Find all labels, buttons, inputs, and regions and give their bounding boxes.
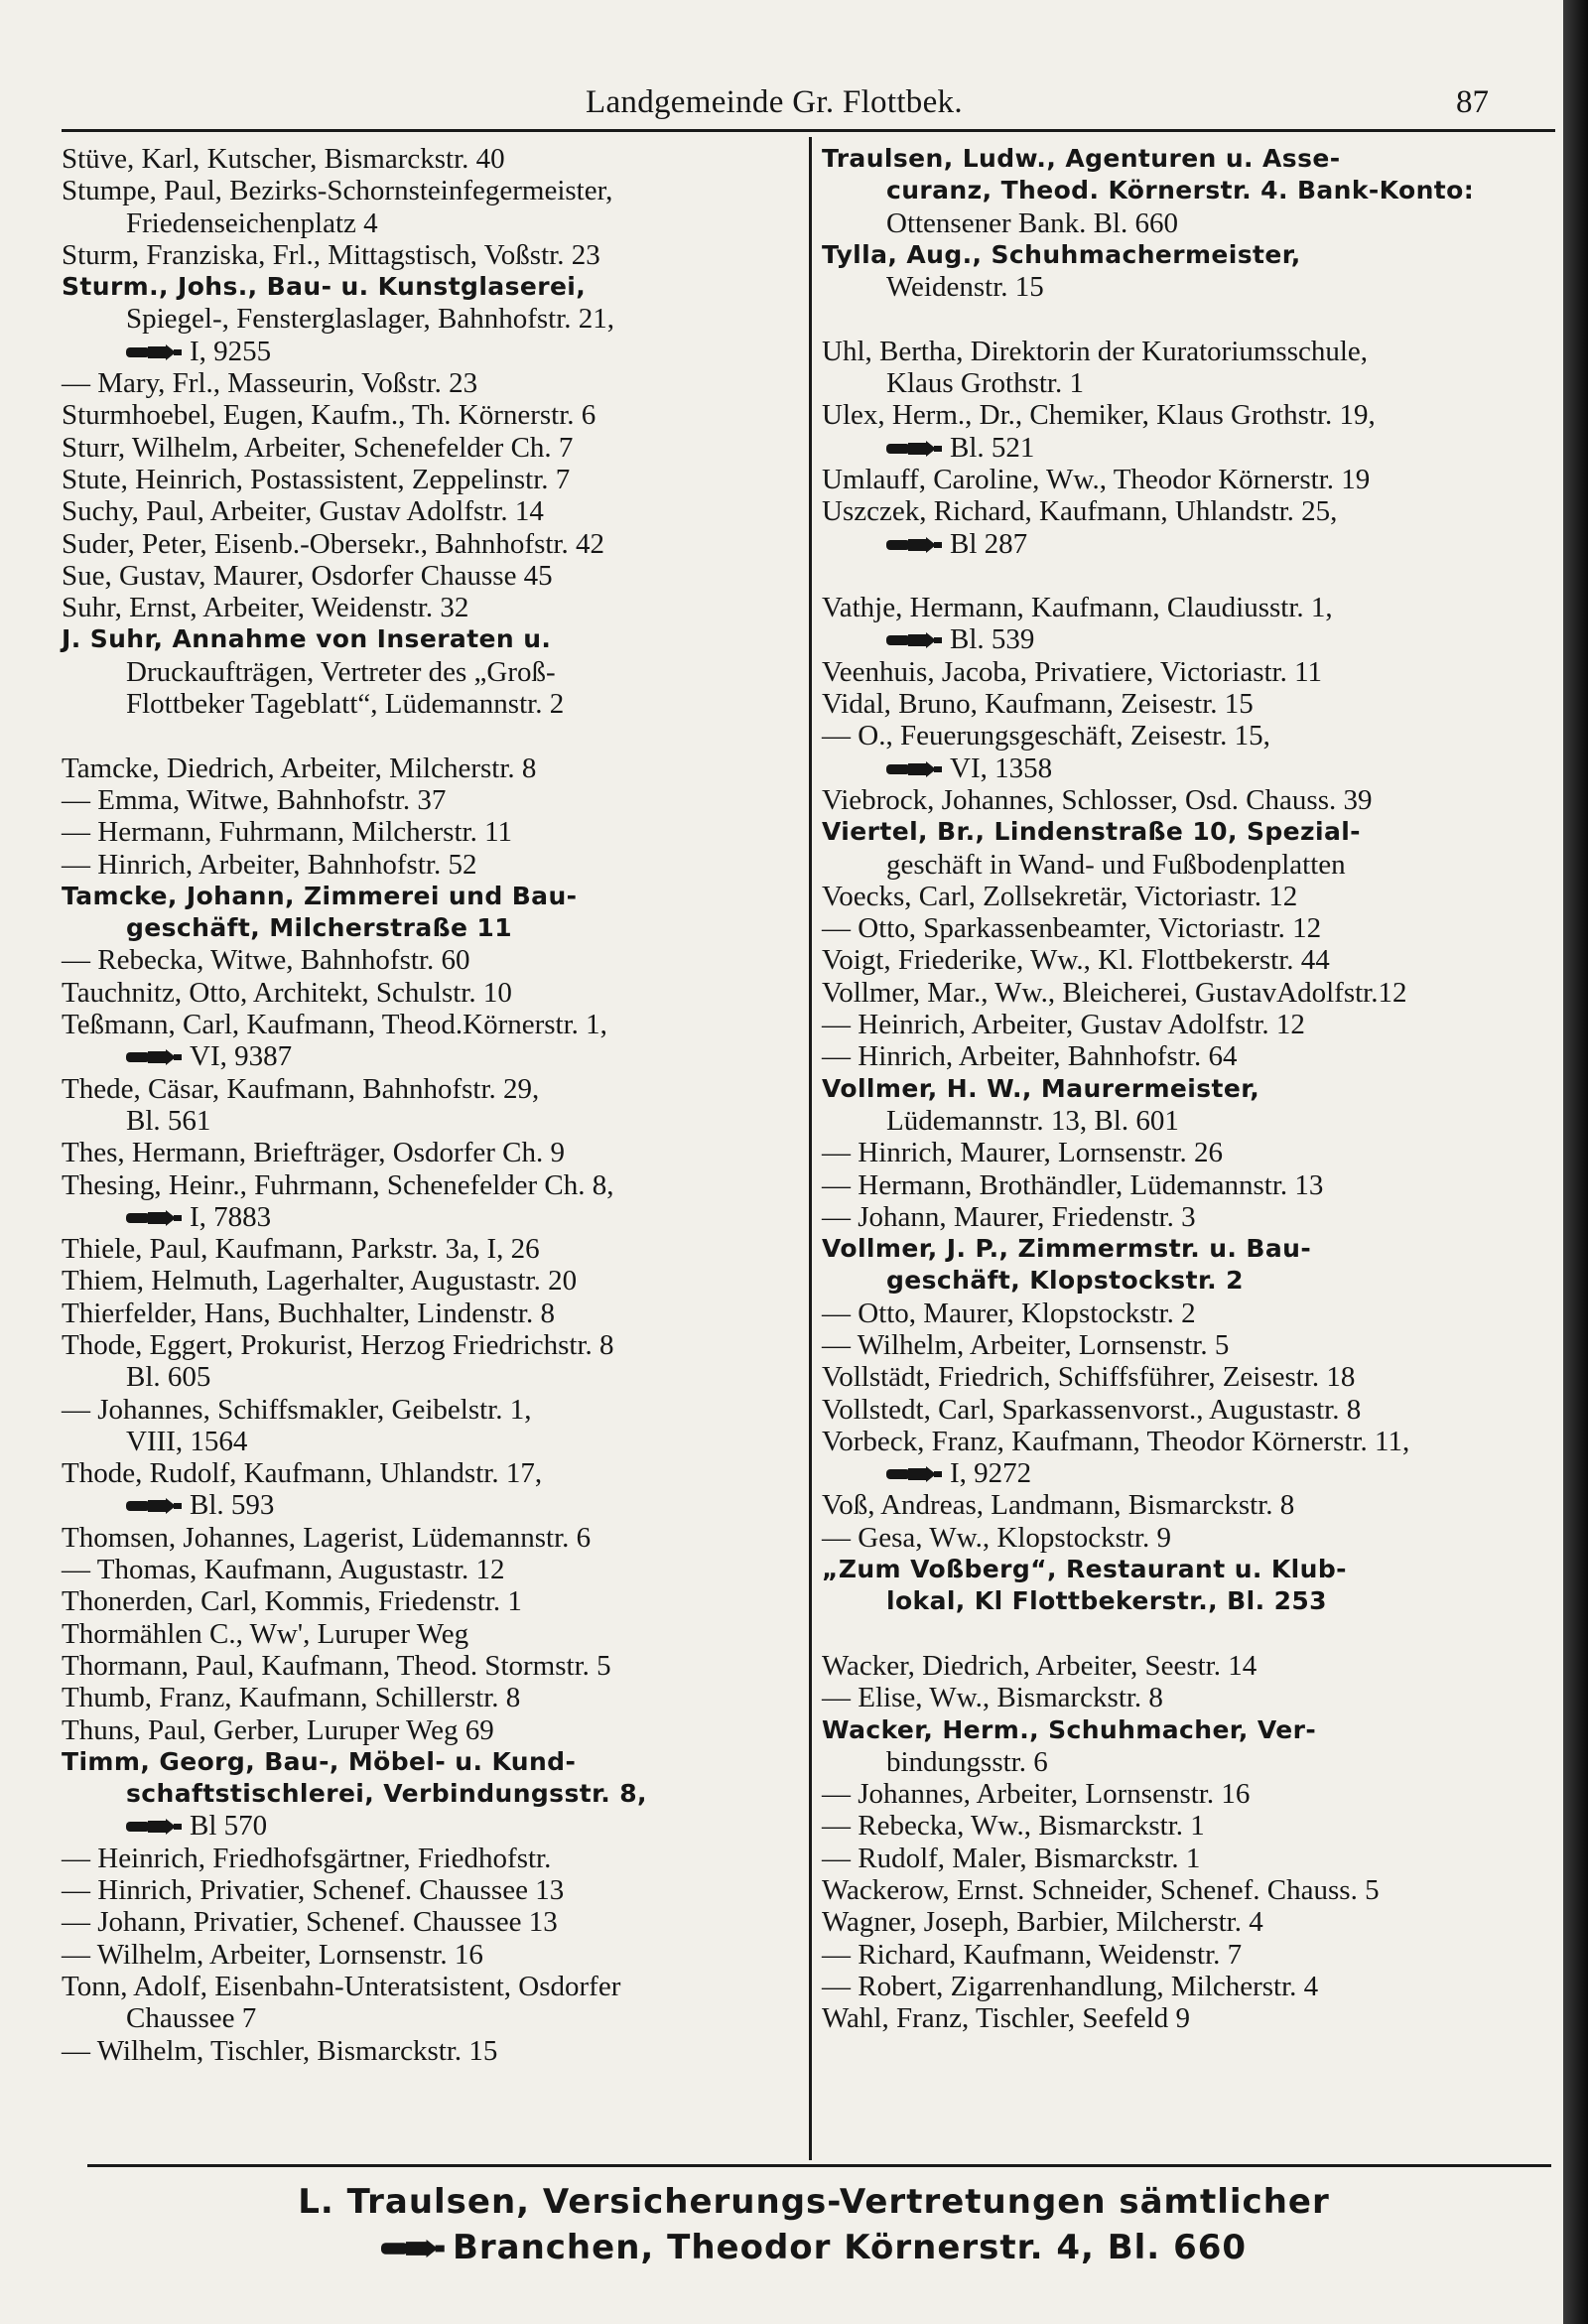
directory-entry	[822, 1329, 1546, 1361]
directory-entry	[62, 1746, 801, 1778]
entry-text: Bl. 521	[950, 431, 1035, 464]
entry-text: Bl 570	[190, 1810, 268, 1843]
directory-entry	[62, 1169, 801, 1201]
page-header	[586, 77, 1489, 127]
directory-entry	[62, 560, 801, 592]
directory-entry	[822, 336, 1546, 367]
directory-entry	[62, 303, 801, 335]
directory-entry	[822, 912, 1546, 944]
entry-text: Vathje, Hermann, Kaufmann, Claudiusstr. 1,	[822, 592, 1333, 624]
entry-text: Timm, Georg, Bau-, Möbel- u. Kund-	[62, 1746, 577, 1776]
entry-text: Thormählen C., Ww', Luruper Weg	[62, 1617, 469, 1650]
directory-entry	[62, 207, 801, 239]
entry-text: Voß, Andreas, Landmann, Bismarckstr. 8	[822, 1489, 1295, 1522]
entry-text: Voigt, Friederike, Ww., Kl. Flottbekerstr. 44	[822, 944, 1330, 977]
directory-entry	[822, 623, 1546, 655]
directory-entry	[822, 1169, 1546, 1201]
directory-entry	[62, 1009, 801, 1040]
entry-text: Vollstädt, Friedrich, Schiffsführer, Zeisestr. 18	[822, 1361, 1356, 1394]
directory-entry	[62, 1939, 801, 1971]
directory-entry	[62, 1105, 801, 1137]
directory-entry	[822, 977, 1546, 1009]
directory-entry	[822, 849, 1546, 881]
entry-text: — Richard, Kaufmann, Weidenstr. 7	[822, 1938, 1243, 1971]
directory-entry	[822, 1906, 1546, 1938]
directory-entry	[62, 175, 801, 206]
entry-text: Thormann, Paul, Kaufmann, Theod. Stormstr. 5	[62, 1649, 611, 1682]
directory-entry	[62, 2002, 801, 2034]
entry-text: Sturmhoebel, Eugen, Kaufm., Th. Körnerstr. 6	[62, 399, 596, 432]
entry-text: — Johannes, Arbeiter, Lornsenstr. 16	[822, 1778, 1251, 1811]
entry-text: Traulsen, Ludw., Agenturen u. Asse-	[822, 144, 1341, 173]
directory-entry	[822, 1554, 1546, 1585]
directory-entry	[822, 432, 1546, 464]
entry-text: Thes, Hermann, Briefträger, Osdorfer Ch. 9	[62, 1137, 565, 1169]
telephone-handset-icon	[886, 535, 944, 555]
telephone-handset-icon	[126, 1047, 184, 1067]
entry-text: Thiele, Paul, Kaufmann, Parkstr. 3a, I, 26	[62, 1233, 540, 1266]
directory-entry	[62, 2035, 801, 2067]
entry-text: VI, 9387	[190, 1040, 293, 1073]
directory-entry	[822, 367, 1546, 399]
directory-entry	[822, 1939, 1546, 1971]
directory-entry	[62, 1874, 801, 1906]
directory-entry	[62, 1778, 801, 1810]
entry-text: — Rebecka, Witwe, Bahnhofstr. 60	[62, 944, 470, 977]
entry-text: Thesing, Heinr., Fuhrmann, Schenefelder Ch. 8,	[62, 1168, 614, 1201]
entry-text: — Johannes, Schiffsmakler, Geibelstr. 1,	[62, 1393, 532, 1426]
directory-entry	[822, 1778, 1546, 1810]
entry-text: I, 9255	[190, 335, 272, 367]
page-edge-shadow	[1563, 0, 1588, 2324]
left-column	[62, 143, 801, 2067]
entry-text: Suchy, Paul, Arbeiter, Gustav Adolfstr. 14	[62, 495, 544, 528]
entry-text: Vorbeck, Franz, Kaufmann, Theodor Körnerstr. 11,	[822, 1425, 1410, 1457]
directory-entry	[62, 1265, 801, 1297]
entry-text: Thede, Cäsar, Kaufmann, Bahnhofstr. 29,	[62, 1072, 540, 1105]
telephone-handset-icon	[126, 1817, 184, 1837]
entry-text: Thode, Eggert, Prokurist, Herzog Friedrichstr. 8	[62, 1328, 614, 1361]
directory-entry	[62, 1971, 801, 2002]
entry-text: Stüve, Karl, Kutscher, Bismarckstr. 40	[62, 143, 505, 175]
footer-rule	[87, 2164, 1551, 2167]
directory-entry	[822, 399, 1546, 431]
directory-entry	[62, 752, 801, 784]
directory-entry	[62, 1361, 801, 1393]
footer-line-2	[99, 2225, 1528, 2270]
entry-text: schaftstischlerei, Verbindungsstr. 8,	[126, 1779, 647, 1809]
entry-text: Stumpe, Paul, Bezirks-Schornsteinfegermeister,	[62, 175, 613, 207]
entry-text: Weidenstr. 15	[886, 271, 1044, 304]
column-divider	[809, 137, 812, 2160]
directory-entry	[822, 592, 1546, 623]
entry-text: — Hinrich, Arbeiter, Bahnhofstr. 52	[62, 848, 477, 881]
entry-text: — Rebecka, Ww., Bismarckstr. 1	[822, 1810, 1205, 1843]
directory-entry	[62, 432, 801, 464]
directory-entry	[822, 271, 1546, 303]
directory-entry	[62, 1040, 801, 1072]
entry-text: — Heinrich, Arbeiter, Gustav Adolfstr. 12	[822, 1009, 1305, 1041]
entry-text: Druckaufträgen, Vertreter des „Groß-	[126, 655, 556, 688]
entry-text: — Otto, Sparkassenbeamter, Victoriastr. 12	[822, 912, 1322, 945]
entry-text: J. Suhr, Annahme von Inseraten u.	[62, 624, 552, 654]
footer-line-1: L. Traulsen, Versicherungs-Vertretungen sämtlicher	[298, 2182, 1330, 2222]
entry-text: Wacker, Diedrich, Arbeiter, Seestr. 14	[822, 1649, 1257, 1682]
telephone-handset-icon	[126, 342, 184, 362]
entry-text: Tonn, Adolf, Eisenbahn-Unteratsistent, Osdorfer	[62, 1970, 621, 2002]
telephone-handset-icon	[886, 630, 944, 650]
entry-text: — Emma, Witwe, Bahnhofstr. 37	[62, 783, 447, 816]
entry-text: I, 9272	[950, 1457, 1032, 1490]
entry-text: Viebrock, Johannes, Schlosser, Osd. Chauss. 39	[822, 783, 1373, 816]
directory-entry	[822, 1843, 1546, 1874]
directory-entry	[62, 1329, 801, 1361]
directory-entry	[822, 1105, 1546, 1137]
directory-entry	[62, 1843, 801, 1874]
entry-text: lokal, Kl Flottbekerstr., Bl. 253	[886, 1586, 1327, 1616]
directory-entry	[822, 1298, 1546, 1329]
entry-text: Thierfelder, Hans, Buchhalter, Lindenstr. 8	[62, 1297, 555, 1329]
directory-entry	[62, 399, 801, 431]
telephone-handset-icon	[126, 1208, 184, 1228]
directory-entry	[62, 1201, 801, 1233]
directory-entry	[62, 464, 801, 495]
entry-text: — Hermann, Fuhrmann, Milcherstr. 11	[62, 816, 512, 849]
entry-text: Viertel, Br., Lindenstraße 10, Spezial-	[822, 817, 1361, 847]
entry-text: Spiegel-, Fensterglaslager, Bahnhofstr. 21,	[126, 303, 615, 336]
entry-text: Uszczek, Richard, Kaufmann, Uhlandstr. 25,	[822, 495, 1338, 528]
directory-entry	[822, 1265, 1546, 1297]
entry-text: „Zum Voßberg“, Restaurant u. Klub-	[822, 1555, 1347, 1584]
entry-text: Veenhuis, Jacoba, Privatiere, Victoriastr. 11	[822, 655, 1323, 688]
entry-text: Bl. 593	[190, 1489, 275, 1522]
directory-entry	[62, 881, 801, 912]
entry-text: Thiem, Helmuth, Lagerhalter, Augustastr. 20	[62, 1265, 578, 1298]
directory-entry	[62, 977, 801, 1009]
directory-entry	[822, 143, 1546, 175]
directory-entry	[822, 175, 1546, 206]
entry-text: Thonerden, Carl, Kommis, Friedenstr. 1	[62, 1585, 522, 1618]
entry-text: bindungsstr. 6	[886, 1745, 1048, 1778]
directory-entry	[62, 239, 801, 271]
directory-entry	[822, 816, 1546, 848]
entry-text: — Wilhelm, Tischler, Bismarckstr. 15	[62, 2034, 498, 2067]
directory-entry	[62, 528, 801, 560]
entry-text: Umlauff, Caroline, Ww., Theodor Körnerstr. 19	[822, 463, 1371, 495]
directory-entry	[822, 1201, 1546, 1233]
entry-text: Bl 287	[950, 527, 1028, 560]
page-title: Landgemeinde Gr. Flottbek.	[586, 83, 963, 120]
entry-text: — Hermann, Brothändler, Lüdemannstr. 13	[822, 1168, 1324, 1201]
entry-text: Vollmer, J. P., Zimmermstr. u. Bau-	[822, 1234, 1312, 1264]
directory-entry	[62, 1073, 801, 1105]
entry-text: Tauchnitz, Otto, Architekt, Schulstr. 10	[62, 976, 512, 1009]
entry-text: Flottbeker Tageblatt“, Lüdemannstr. 2	[126, 688, 565, 721]
directory-entry	[62, 656, 801, 688]
entry-text: I, 7883	[190, 1200, 272, 1233]
entry-text: geschäft in Wand- und Fußbodenplatten	[886, 848, 1346, 881]
entry-spacer	[822, 1618, 1546, 1650]
entry-text: Voecks, Carl, Zollsekretär, Victoriastr. 12	[822, 880, 1298, 912]
entry-text: — Hinrich, Privatier, Schenef. Chaussee 13	[62, 1874, 565, 1907]
entry-spacer	[62, 720, 801, 752]
entry-text: Lüdemannstr. 13, Bl. 601	[886, 1104, 1179, 1137]
directory-entry	[62, 143, 801, 175]
entry-text: Chaussee 7	[126, 2002, 257, 2035]
entry-text: Ulex, Herm., Dr., Chemiker, Klaus Grothstr. 19,	[822, 399, 1376, 432]
entry-text: — Heinrich, Friedhofsgärtner, Friedhofstr.	[62, 1842, 552, 1874]
directory-entry	[822, 656, 1546, 688]
directory-entry	[62, 784, 801, 816]
entry-text: — Otto, Maurer, Klopstockstr. 2	[822, 1297, 1196, 1329]
directory-entry	[822, 207, 1546, 239]
directory-entry	[822, 239, 1546, 271]
entry-text: Bl. 605	[126, 1361, 211, 1394]
directory-entry	[822, 1394, 1546, 1426]
directory-entry	[822, 1073, 1546, 1105]
entry-text: Vollmer, H. W., Maurermeister,	[822, 1073, 1260, 1103]
entry-text: Sturm., Johs., Bau- u. Kunstglaserei,	[62, 272, 587, 302]
directory-entry	[822, 1009, 1546, 1040]
directory-entry	[822, 784, 1546, 816]
entry-text: — Mary, Frl., Masseurin, Voßstr. 23	[62, 367, 478, 400]
directory-entry	[62, 495, 801, 527]
directory-entry	[822, 1040, 1546, 1072]
entry-text: Suhr, Ernst, Arbeiter, Weidenstr. 32	[62, 592, 469, 624]
directory-entry	[822, 944, 1546, 976]
entry-text: Stute, Heinrich, Postassistent, Zeppelinstr. 7	[62, 463, 571, 495]
entry-text: Thuns, Paul, Gerber, Luruper Weg 69	[62, 1713, 494, 1746]
directory-entry	[822, 1233, 1546, 1265]
entry-text: Sturr, Wilhelm, Arbeiter, Schenefelder Ch. 7	[62, 431, 574, 464]
directory-entry	[822, 720, 1546, 752]
entry-text: — O., Feuerungsgeschäft, Zeisestr. 15,	[822, 720, 1270, 752]
entry-text: Tamcke, Diedrich, Arbeiter, Milcherstr. 8	[62, 752, 537, 784]
directory-entry	[62, 1394, 801, 1426]
telephone-handset-icon	[886, 759, 944, 779]
entry-text: Thomsen, Johannes, Lagerist, Lüdemannstr. 6	[62, 1521, 592, 1554]
entry-text: — Robert, Zigarrenhandlung, Milcherstr. 4	[822, 1970, 1319, 2002]
directory-entry	[822, 1810, 1546, 1842]
directory-entry	[62, 849, 801, 881]
directory-entry	[822, 1714, 1546, 1746]
directory-entry	[62, 1137, 801, 1168]
entry-text: Bl. 561	[126, 1104, 211, 1137]
header-rule	[62, 129, 1555, 132]
entry-text: Wackerow, Ernst. Schneider, Schenef. Chauss. 5	[822, 1874, 1380, 1907]
directory-entry	[822, 1426, 1546, 1457]
directory-entry	[822, 1457, 1546, 1489]
directory-entry	[822, 688, 1546, 720]
directory-entry	[62, 1714, 801, 1746]
page-number: 87	[1456, 83, 1489, 120]
entry-text: Sturm, Franziska, Frl., Mittagstisch, Voßstr. 23	[62, 238, 600, 271]
entry-text: Sue, Gustav, Maurer, Osdorfer Chausse 45	[62, 559, 553, 592]
entry-text: — Wilhelm, Arbeiter, Lornsenstr. 16	[62, 1938, 483, 1971]
directory-entry	[822, 881, 1546, 912]
entry-text: — Wilhelm, Arbeiter, Lornsenstr. 5	[822, 1328, 1230, 1361]
footer-line-2-text: Branchen, Theodor Körnerstr. 4, Bl. 660	[452, 2228, 1248, 2267]
entry-text: — Hinrich, Maurer, Lornsenstr. 26	[822, 1137, 1223, 1169]
entry-text: Ottensener Bank. Bl. 660	[886, 206, 1178, 239]
directory-entry	[62, 1522, 801, 1554]
telephone-handset-icon	[381, 2237, 447, 2260]
entry-text: Klaus Grothstr. 1	[886, 367, 1084, 400]
directory-entry	[62, 944, 801, 976]
footer-advertisement	[99, 2179, 1528, 2270]
directory-entry	[822, 1585, 1546, 1617]
directory-entry	[62, 1233, 801, 1265]
entry-text: — Johann, Privatier, Schenef. Chaussee 13	[62, 1906, 558, 1939]
entry-text: Vollmer, Mar., Ww., Bleicherei, GustavAdolfstr.12	[822, 976, 1407, 1009]
entry-text: Wahl, Franz, Tischler, Seefeld 9	[822, 2002, 1191, 2035]
directory-entry	[822, 2002, 1546, 2034]
right-column	[822, 143, 1546, 2035]
directory-entry	[62, 1554, 801, 1585]
entry-text: Vidal, Bruno, Kaufmann, Zeisestr. 15	[822, 688, 1254, 721]
entry-text: — Elise, Ww., Bismarckstr. 8	[822, 1682, 1163, 1714]
entry-text: Tylla, Aug., Schuhmachermeister,	[822, 239, 1301, 269]
entry-text: Friedenseichenplatz 4	[126, 206, 378, 239]
entry-spacer	[822, 560, 1546, 592]
telephone-handset-icon	[886, 1464, 944, 1484]
directory-entry	[62, 1810, 801, 1842]
entry-text: geschäft, Klopstockstr. 2	[886, 1266, 1244, 1296]
directory-entry	[62, 816, 801, 848]
directory-entry	[62, 1682, 801, 1713]
directory-entry	[822, 1650, 1546, 1682]
directory-entry	[822, 1874, 1546, 1906]
entry-text: — Gesa, Ww., Klopstockstr. 9	[822, 1521, 1171, 1554]
directory-entry	[822, 1971, 1546, 2002]
entry-text: Wagner, Joseph, Barbier, Milcherstr. 4	[822, 1906, 1263, 1939]
directory-entry	[822, 752, 1546, 784]
entry-text: — Johann, Maurer, Friedenstr. 3	[822, 1200, 1196, 1233]
directory-entry	[822, 1746, 1546, 1778]
directory-entry	[822, 1489, 1546, 1521]
entry-text: Tamcke, Johann, Zimmerei und Bau-	[62, 881, 578, 910]
directory-entry	[822, 495, 1546, 527]
directory-entry	[62, 1457, 801, 1489]
directory-entry	[822, 1522, 1546, 1554]
entry-text: Uhl, Bertha, Direktorin der Kuratoriumsschule,	[822, 335, 1369, 367]
entry-spacer	[822, 303, 1546, 335]
directory-entry	[62, 336, 801, 367]
entry-text: Thode, Rudolf, Kaufmann, Uhlandstr. 17,	[62, 1457, 543, 1490]
entry-text: — Thomas, Kaufmann, Augustastr. 12	[62, 1554, 505, 1586]
entry-text: VI, 1358	[950, 752, 1053, 784]
telephone-handset-icon	[126, 1496, 184, 1516]
entry-text: Teßmann, Carl, Kaufmann, Theod.Körnerstr. 1,	[62, 1009, 607, 1041]
directory-entry	[822, 1361, 1546, 1393]
directory-entry	[62, 688, 801, 720]
entry-text: Suder, Peter, Eisenb.-Obersekr., Bahnhofstr. 42	[62, 527, 604, 560]
directory-entry	[822, 1137, 1546, 1168]
directory-entry	[822, 1682, 1546, 1713]
entry-text: Wacker, Herm., Schuhmacher, Ver-	[822, 1714, 1317, 1744]
directory-entry	[62, 592, 801, 623]
directory-entry	[62, 271, 801, 303]
directory-entry	[62, 1426, 801, 1457]
entry-text: Bl. 539	[950, 623, 1035, 656]
directory-entry	[62, 1298, 801, 1329]
directory-entry	[62, 367, 801, 399]
directory-entry	[822, 464, 1546, 495]
entry-text: — Rudolf, Maler, Bismarckstr. 1	[822, 1842, 1201, 1874]
entry-text: curanz, Theod. Körnerstr. 4. Bank-Konto:	[886, 176, 1475, 205]
entry-text: VIII, 1564	[126, 1425, 248, 1457]
entry-text: Vollstedt, Carl, Sparkassenvorst., Augustastr. 8	[822, 1393, 1362, 1426]
entry-text: Thumb, Franz, Kaufmann, Schillerstr. 8	[62, 1682, 521, 1714]
directory-entry	[822, 528, 1546, 560]
directory-entry	[62, 1906, 801, 1938]
directory-entry	[62, 623, 801, 655]
entry-text: geschäft, Milcherstraße 11	[126, 913, 513, 943]
directory-entry	[62, 1650, 801, 1682]
directory-entry	[62, 1585, 801, 1617]
telephone-handset-icon	[886, 439, 944, 459]
directory-entry	[62, 912, 801, 944]
directory-entry	[62, 1489, 801, 1521]
directory-entry	[62, 1618, 801, 1650]
entry-text: — Hinrich, Arbeiter, Bahnhofstr. 64	[822, 1040, 1238, 1073]
